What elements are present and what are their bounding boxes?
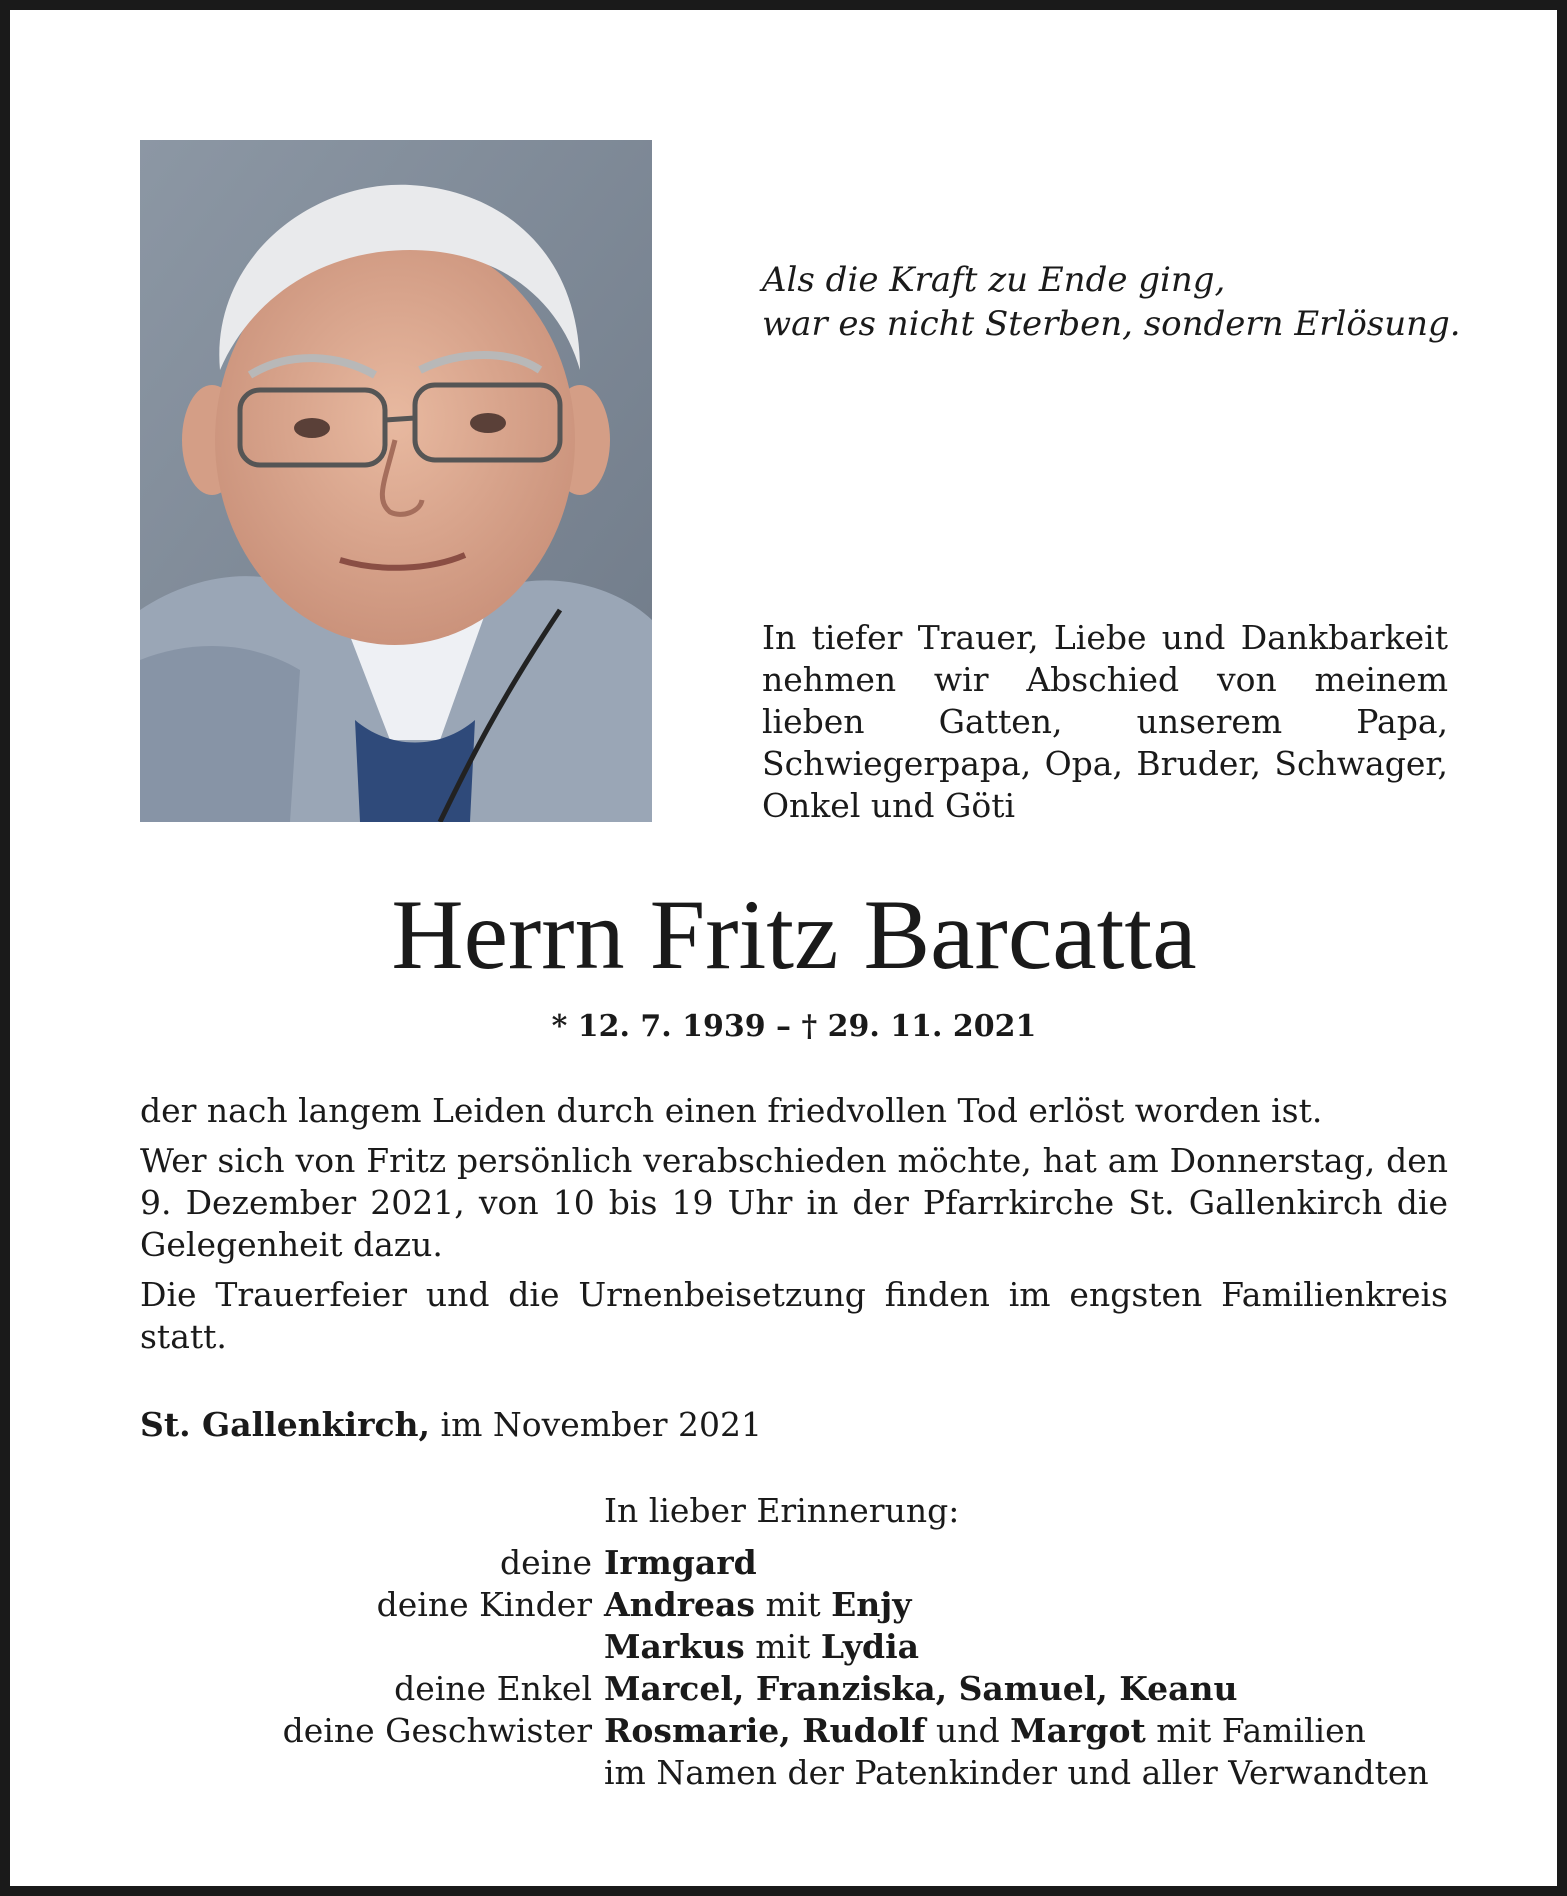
body-paragraph-2: Wer sich von Fritz persönlich verabschieden möchte, hat am Donnerstag, den 9. Dezember 2021, von 10 bis 19 Uhr in der Pfarrkirche St. Gallenkirch die Gelegenheit dazu. [140, 1141, 1448, 1264]
motto-quote [762, 258, 1462, 346]
family-row-closing [140, 1752, 1460, 1794]
motto-line-2: war es nicht Sterben, sondern Erlösung. [762, 304, 1461, 344]
family-name: Lydia [820, 1627, 920, 1666]
connector: mit Familien [1145, 1711, 1366, 1750]
family-name: Rosmarie, Rudolf [604, 1711, 926, 1750]
deceased-name: Herrn Fritz Barcatta [391, 879, 1197, 990]
body-paragraph-1: der nach langem Leiden durch einen friedvollen Tod erlöst worden ist. [140, 1091, 1323, 1130]
connector: und [925, 1711, 1011, 1750]
family-row-children-1 [140, 1584, 1460, 1626]
memory-heading: In lieber Erinnerung: [604, 1491, 960, 1530]
body-paragraph-3: Die Trauerfeier und die Urnenbeisetzung finden im engsten Familienkreis statt. [140, 1275, 1448, 1356]
family-name: Enjy [831, 1585, 912, 1624]
place-location: St. Gallenkirch, [140, 1405, 431, 1444]
family-name: Irmgard [604, 1543, 757, 1582]
relation-label: deine Enkel [394, 1669, 592, 1708]
family-row-grandchildren [140, 1668, 1460, 1710]
life-dates: * 12. 7. 1939 – † 29. 11. 2021 [551, 1009, 1037, 1044]
portrait-photo [140, 140, 652, 822]
motto-line-1: Als die Kraft zu Ende ging, [762, 260, 1226, 300]
announcement-body [140, 1090, 1448, 1366]
family-name: Marcel, Franziska, Samuel, Keanu [604, 1669, 1238, 1708]
place-date [140, 1404, 940, 1446]
connector: mit [744, 1627, 821, 1666]
family-row-children-2 [140, 1626, 1460, 1668]
family-name: Andreas [604, 1585, 756, 1624]
family-row-siblings [140, 1710, 1460, 1752]
connector: mit [755, 1585, 832, 1624]
closing-line: im Namen der Patenkinder und aller Verwandten [604, 1753, 1429, 1792]
family-list [140, 1542, 1460, 1794]
relation-label: deine Kinder [376, 1585, 592, 1624]
family-row-wife [140, 1542, 1460, 1584]
relation-label: deine Geschwister [282, 1711, 592, 1750]
family-name: Margot [1010, 1711, 1146, 1750]
intro-text: In tiefer Trauer, Liebe und Dankbarkeit nehmen wir Abschied von meinem lieben Gatten, unserem Papa, Schwiegerpapa, Opa, Bruder, Schwager, Onkel und Göti [762, 618, 1448, 825]
place-date-text: im November 2021 [430, 1405, 762, 1444]
family-name: Markus [604, 1627, 745, 1666]
relation-label: deine [500, 1543, 592, 1582]
portrait-illustration [140, 140, 652, 822]
